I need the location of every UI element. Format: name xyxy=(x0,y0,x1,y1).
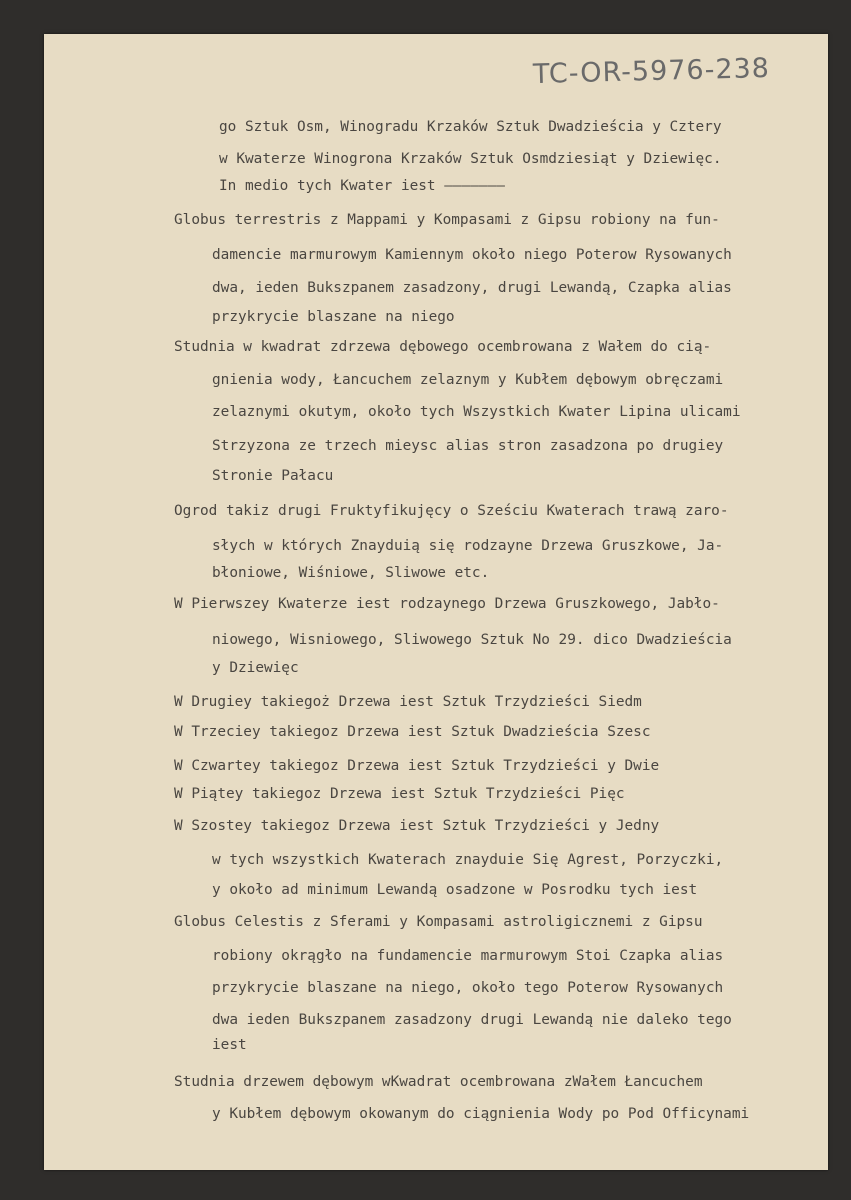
text-line: Stronie Pałacu xyxy=(212,468,334,484)
text-line: damencie marmurowym Kamiennym około niego Poterow Rysowanych xyxy=(212,247,732,263)
document-page xyxy=(44,34,828,1170)
archive-signature: TC-OR-5976-238 xyxy=(532,52,771,91)
text-line: W Drugiey takiegoż Drzewa iest Sztuk Trzydzieści Siedm xyxy=(174,694,642,710)
text-line: In medio tych Kwater iest ——————— xyxy=(219,178,505,194)
text-line: Strzyzona ze trzech mieysc alias stron zasadzona po drugiey xyxy=(212,438,724,454)
text-line: y Dziewięc xyxy=(212,660,299,676)
text-line: gnienia wody, Łancuchem zelaznym y Kubłem dębowym obręczami xyxy=(212,372,724,388)
text-line: dwa, ieden Bukszpanem zasadzony, drugi Lewandą, Czapka alias xyxy=(212,280,732,296)
text-line: y Kubłem dębowym okowanym do ciągnienia Wody po Pod Officynami xyxy=(212,1106,750,1122)
text-line: przykrycie blaszane na niego, około tego Poterow Rysowanych xyxy=(212,980,724,996)
text-line: W Piątey takiegoz Drzewa iest Sztuk Trzydzieści Pięc xyxy=(174,786,625,802)
text-line: go Sztuk Osm, Winogradu Krzaków Sztuk Dwadzieścia y Cztery xyxy=(219,119,722,135)
text-line: przykrycie blaszane na niego xyxy=(212,309,455,325)
text-line: Globus terrestris z Mappami y Kompasami z Gipsu robiony na fun- xyxy=(174,212,720,228)
text-line: iest xyxy=(212,1037,247,1053)
text-line: y około ad minimum Lewandą osadzone w Posrodku tych iest xyxy=(212,882,698,898)
text-line: niowego, Wisniowego, Sliwowego Sztuk No 29. dico Dwadzieścia xyxy=(212,632,732,648)
text-line: zelaznymi okutym, około tych Wszystkich Kwater Lipina ulicami xyxy=(212,404,741,420)
text-line: W Trzeciey takiegoz Drzewa iest Sztuk Dwadzieścia Szesc xyxy=(174,724,651,740)
text-line: dwa ieden Bukszpanem zasadzony drugi Lewandą nie daleko tego xyxy=(212,1012,732,1028)
text-line: w Kwaterze Winogrona Krzaków Sztuk Osmdziesiąt y Dziewięc. xyxy=(219,151,722,167)
text-line: robiony okrągło na fundamencie marmurowym Stoi Czapka alias xyxy=(212,948,724,964)
text-line: w tych wszystkich Kwaterach znayduie Się Agrest, Porzyczki, xyxy=(212,852,724,868)
text-line: Globus Celestis z Sferami y Kompasami astroligicznemi z Gipsu xyxy=(174,914,703,930)
text-line: słych w których Znayduią się rodzayne Drzewa Gruszkowe, Ja- xyxy=(212,538,724,554)
text-line: Ogrod takiz drugi Fruktyfikujęcy o Sześciu Kwaterach trawą zaro- xyxy=(174,503,729,519)
text-line: W Pierwszey Kwaterze iest rodzaynego Drzewa Gruszkowego, Jabło- xyxy=(174,596,720,612)
text-line: W Czwartey takiegoz Drzewa iest Sztuk Trzydzieści y Dwie xyxy=(174,758,660,774)
text-line: Studnia w kwadrat zdrzewa dębowego ocembrowana z Wałem do cią- xyxy=(174,339,712,355)
text-line: W Szostey takiegoz Drzewa iest Sztuk Trzydzieści y Jedny xyxy=(174,818,660,834)
text-line: błoniowe, Wiśniowe, Sliwowe etc. xyxy=(212,565,490,581)
text-line: Studnia drzewem dębowym wKwadrat ocembrowana zWałem Łancuchem xyxy=(174,1074,703,1090)
